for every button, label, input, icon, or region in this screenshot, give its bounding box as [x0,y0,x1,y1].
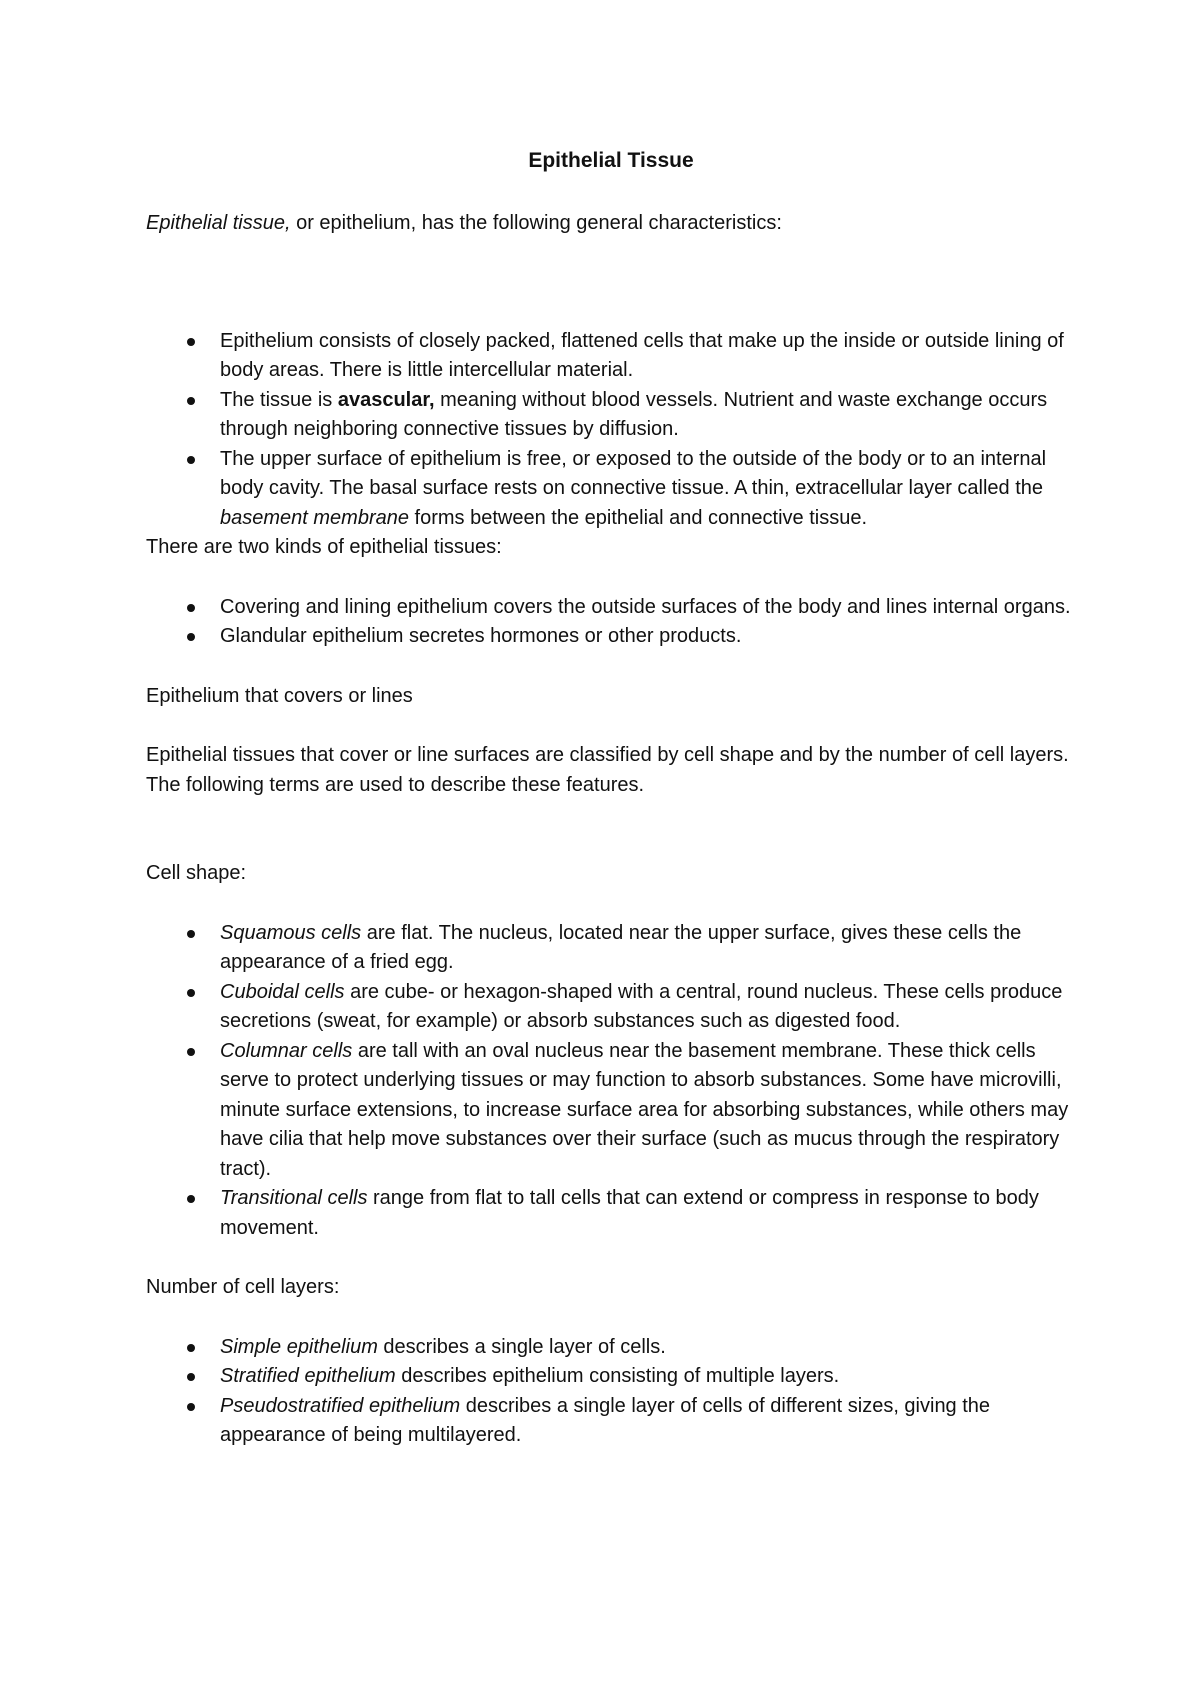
cell-shape-list [146,919,1076,1244]
list-item [146,327,1076,386]
list-item [146,445,1076,534]
list-item-text: Epithelium consists of closely packed, flattened cells that make up the inside or outside lining of body areas. There is little intercellular material. [220,329,1064,381]
document-body [146,146,1076,1451]
list-item-text: describes a single layer of cells. [377,1335,666,1358]
kinds-list [146,593,1076,652]
italic-term: basement membrane [220,506,409,529]
cell-shape-heading: Cell shape: [146,862,247,884]
italic-term: Columnar cells [220,1039,353,1062]
italic-term: Squamous cells [220,921,362,944]
layers-list [146,1333,1076,1451]
list-item [146,1333,1076,1363]
intro-text: or epithelium, has the following general characteristics: [290,212,782,234]
list-item-text: are tall with an oval nucleus near the basement membrane. These thick cells serve to protect underlying tissues or may function to absorb substances. Some have microvilli, minute surface extensions, to increase surface area for absorbing substances, while others may have cilia that help move substances over their surface (such as mucus through the respiratory tract). [220,1039,1069,1180]
list-item-text: are flat. The nucleus, located near the upper surface, gives these cells the appearance of a fried egg. [220,921,1022,973]
section-heading: Epithelium that covers or lines [146,684,413,707]
list-item-text: The tissue is [220,388,338,411]
italic-term: Transitional cells [220,1187,368,1209]
list-item [146,1184,1076,1243]
section-paragraph: Epithelial tissues that cover or line surfaces are classified by cell shape and by the number of cell layers. The following terms are used to describe these features. [146,744,1069,796]
bold-term: avascular, [337,388,435,411]
list-item [146,386,1076,445]
list-item-text: The upper surface of epithelium is free, or exposed to the outside of the body or to an internal body cavity. The basal surface rests on connective tissue. A thin, extracellular layer called the [220,447,1047,499]
italic-term: Stratified epithelium [220,1365,396,1387]
list-item-text: meaning without blood vessels. Nutrient and waste exchange occurs through neighboring connective tissues by diffusion. [220,388,1048,440]
list-item-text: describes epithelium consisting of multiple layers. [395,1365,840,1387]
list-item [146,1362,1076,1392]
list-item-text: forms between the epithelial and connective tissue. [408,506,868,529]
italic-term: Cuboidal cells [220,980,345,1003]
characteristics-list [146,327,1076,534]
list-item-text: describes a single layer of cells of different sizes, giving the appearance of being multilayered. [220,1394,991,1446]
list-item [146,919,1076,978]
list-item [146,1037,1076,1185]
intro-paragraph [146,209,1076,239]
list-item: Covering and lining epithelium covers the outside surfaces of the body and lines internal organs. [146,593,1076,623]
list-item-text: range from flat to tall cells that can extend or compress in response to body movement. [220,1187,1039,1239]
italic-term: Pseudostratified epithelium [220,1394,461,1417]
list-item [146,1392,1076,1451]
intro-italic-term: Epithelial tissue, [146,212,291,234]
kinds-intro: There are two kinds of epithelial tissues: [146,536,502,558]
page-title: Epithelial Tissue [528,149,694,172]
list-item [146,978,1076,1037]
italic-term: Simple epithelium [220,1335,378,1358]
list-item: Glandular epithelium secretes hormones or other products. [146,622,1076,652]
list-item-text: are cube- or hexagon-shaped with a central, round nucleus. These cells produce secretions (sweat, for example) or absorb substances such as digested food. [220,980,1063,1032]
layers-heading: Number of cell layers: [146,1276,340,1298]
